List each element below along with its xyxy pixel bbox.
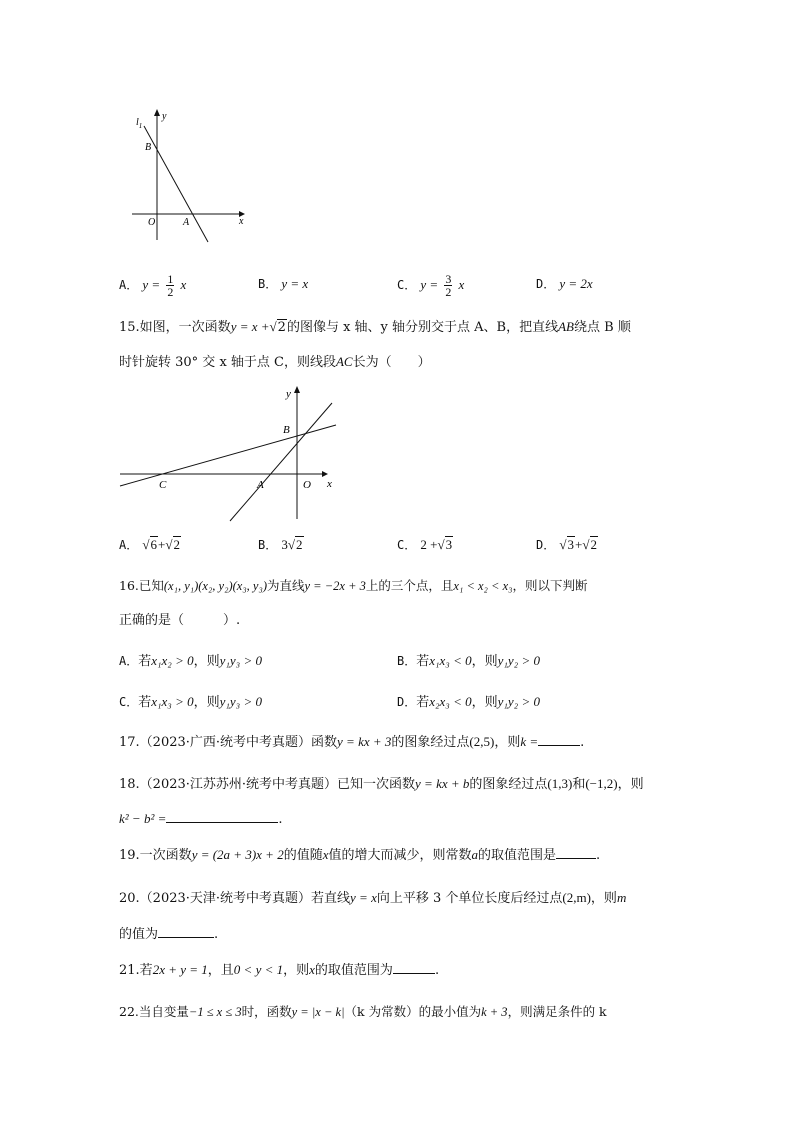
q15-line-2: 时针旋转 30° 交 x 轴于点 C，则线段AC长为（ ） <box>119 354 431 370</box>
line-CB <box>120 425 336 486</box>
q15-option-a: A． √6+√2 <box>119 537 180 552</box>
sqrt: √2 <box>269 319 286 335</box>
answer-blank[interactable] <box>166 810 278 823</box>
q14-option-d: D． y = 2x <box>536 276 593 291</box>
q22: 22.当自变量−1 ≤ x ≤ 3时，函数y = |x − k|（k 为常数）的最小值为k + 3，则满足条件的 k <box>119 1004 607 1019</box>
y-axis-arrow <box>294 386 300 393</box>
q17: 17.（2023·广西·统考中考真题）函数y = kx + 3的图象经过点(2,5)，则k = . <box>119 734 585 750</box>
q18-line-1: 18.（2023·江苏苏州·统考中考真题）已知一次函数y = kx + b的图象经过点(1,3)和(−1,2)，则 <box>119 776 644 792</box>
y-axis-arrow <box>154 109 160 116</box>
q16-option-d: D．若x₂x₃ < 0，则y₁y₂ > 0 <box>397 694 540 710</box>
label-A: A <box>257 479 264 491</box>
q14-option-c: C． y = $\frac{3}{2}$ x <box>397 272 465 299</box>
q18-line-2: k² − b² = . <box>119 811 283 827</box>
label-B: B <box>145 142 152 153</box>
q14-option-a: A． y = $\frac{1}{2}$ x <box>119 272 187 299</box>
answer-blank[interactable] <box>538 733 580 746</box>
q15-option-b: B． 3√2 <box>258 537 303 552</box>
figure-line-l1 <box>126 108 250 244</box>
q15-option-c: C． 2 +√3 <box>397 537 453 552</box>
q14-option-b: B． y = x <box>258 276 309 291</box>
q16-option-c: C．若x₁x₃ > 0，则y₁y₃ > 0 <box>119 694 262 710</box>
label-O: O <box>303 479 311 491</box>
q16-option-b: B．若x₁x₃ < 0，则y₁y₂ > 0 <box>397 653 540 669</box>
fraction: $\frac{3}{2}$ <box>445 272 452 299</box>
q21: 21.若2x + y = 1，且0 < y < 1，则x的取值范围为 . <box>119 962 440 978</box>
label-y: y <box>162 111 167 122</box>
line-AB <box>230 403 332 521</box>
q16-option-a: A．若x₁x₂ > 0，则y₁y₃ > 0 <box>119 653 262 669</box>
label-y: y <box>286 388 291 400</box>
q16-line-2: 正确的是（ ）. <box>119 613 241 628</box>
label-x: x <box>327 478 332 490</box>
x-axis-arrow <box>322 471 328 477</box>
answer-blank[interactable] <box>556 846 596 859</box>
fraction: $\frac{1}{2}$ <box>167 272 174 299</box>
label-x: x <box>239 216 244 227</box>
label-A: A <box>183 217 190 228</box>
q19: 19.一次函数y = (2a + 3)x + 2的值随x值的增大而减少，则常数a的取值范围是 . <box>119 847 601 863</box>
q15-option-d: D． √3+√2 <box>536 537 597 552</box>
answer-blank[interactable] <box>393 961 435 974</box>
q20-line-2: 的值为 . <box>119 927 219 942</box>
q16-line-1: 16.已知(x₁, y₁)(x₂, y₂)(x₃, y₃)为直线y = −2x + 3上的三个点，且x₁ < x₂ < x₃，则以下判断 <box>119 578 588 593</box>
label-C: C <box>159 479 167 491</box>
figure-rotated-line <box>116 383 340 523</box>
q20-line-1: 20.（2023·天津·统考中考真题）若直线y = x向上平移 3 个单位长度后经过点(2,m)，则m <box>119 890 627 906</box>
answer-blank[interactable] <box>158 925 214 938</box>
label-l1: $l_1$ <box>136 117 143 130</box>
q15-line-1: 15.如图，一次函数y = x +√2的图像与 x 轴、y 轴分别交于点 A、B，把直线AB绕点 B 顺 <box>119 319 631 335</box>
label-O: O <box>148 217 156 228</box>
label-B: B <box>283 424 290 436</box>
